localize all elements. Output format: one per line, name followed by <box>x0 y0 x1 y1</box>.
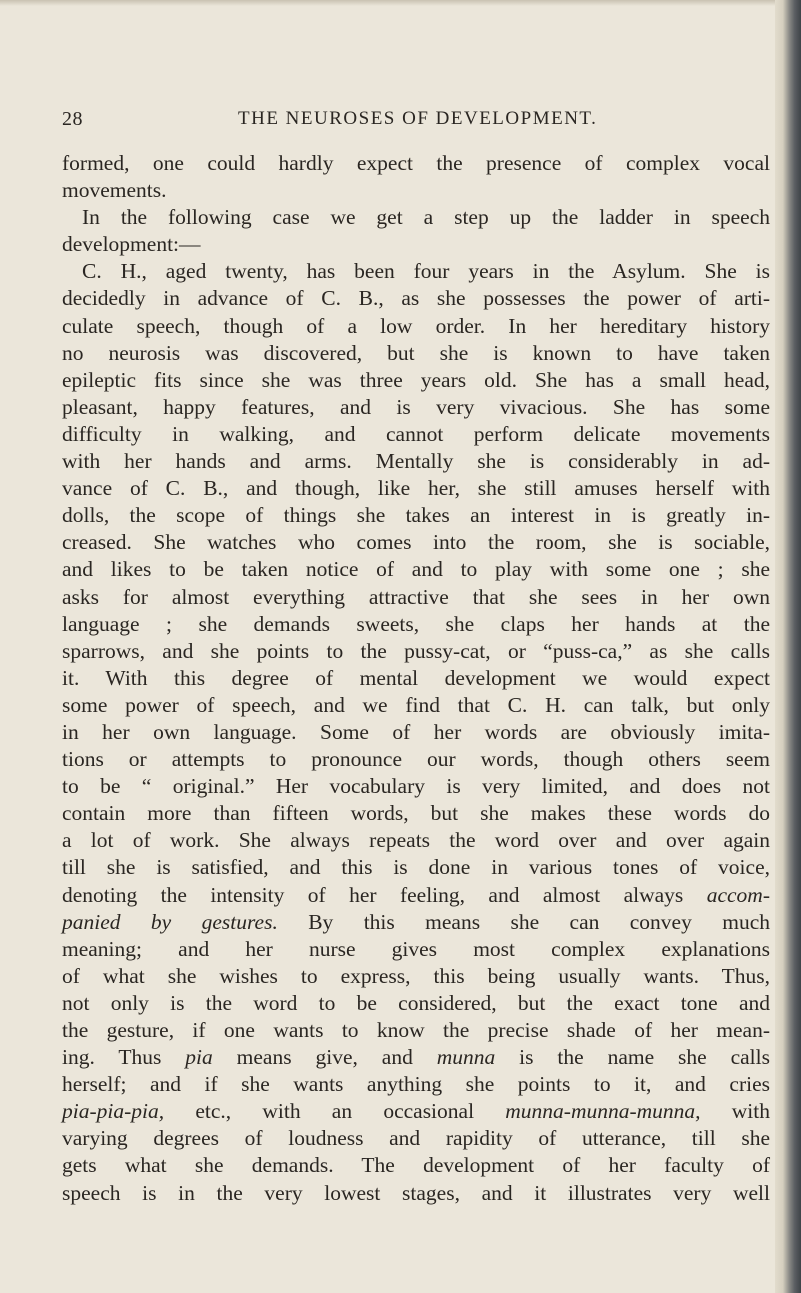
text-line: not only is the word to be considered, but the exact tone and <box>62 990 770 1015</box>
text-line: of what she wishes to express, this being usually wants. Thus, <box>62 963 770 988</box>
italic-segment: pia-pia-pia, <box>62 1099 165 1124</box>
text-line: herself; and if she wants anything she points to it, and cries <box>62 1072 770 1097</box>
text-segment: means give, and <box>212 1045 413 1070</box>
text-segment: is the name she calls <box>495 1045 770 1070</box>
text-line: language ; she demands sweets, she claps her hands at the <box>62 611 770 636</box>
page-header <box>0 108 801 138</box>
text-line-mixed <box>62 882 770 909</box>
italic-segment: munna-munna-munna, <box>505 1099 701 1124</box>
text-segment: with <box>700 1099 771 1124</box>
text-line: till she is satisfied, and this is done in various tones of voice, <box>62 855 770 880</box>
text-line: formed, one could hardly expect the presence of complex vocal <box>62 151 770 175</box>
text-line-mixed <box>62 909 770 936</box>
text-line: no neurosis was discovered, but she is known to have taken <box>62 340 770 365</box>
text-line: movements. <box>62 178 167 203</box>
text-line: decidedly in advance of C. B., as she possesses the power of arti- <box>62 286 770 311</box>
text-line: meaning; and her nurse gives most complex explanations <box>62 936 770 961</box>
text-line: C. H., aged twenty, has been four years in the Asylum. She is <box>82 259 770 284</box>
text-segment: denoting the intensity of her feeling, and almost always <box>62 882 684 907</box>
italic-segment: munna <box>436 1045 496 1070</box>
text-line: in her own language. Some of her words are obviously imita- <box>62 719 770 744</box>
text-line: gets what she demands. The development of her faculty of <box>62 1153 770 1178</box>
text-segment: ing. Thus <box>62 1045 162 1070</box>
italic-segment: panied by gestures. <box>62 909 278 934</box>
text-line: difficulty in walking, and cannot perform delicate movements <box>62 421 770 446</box>
text-line: sparrows, and she points to the pussy-cat, or “puss-ca,” as she calls <box>62 638 770 663</box>
text-line: varying degrees of loudness and rapidity of utterance, till she <box>62 1126 770 1151</box>
text-line: pleasant, happy features, and is very vivacious. She has some <box>62 394 770 419</box>
running-head: THE NEUROSES OF DEVELOPMENT. <box>238 108 598 129</box>
page-number: 28 <box>62 108 83 130</box>
text-segment: By this means she can convey much <box>277 909 770 934</box>
text-line: it. With this degree of mental development we would expect <box>62 665 770 690</box>
text-line: epileptic fits since she was three years old. She has a small head, <box>62 367 770 392</box>
text-line: and likes to be taken notice of and to play with some one ; she <box>62 557 770 582</box>
text-line: culate speech, though of a low order. In her hereditary history <box>62 313 770 338</box>
text-line: creased. She watches who comes into the room, she is sociable, <box>62 530 770 555</box>
text-line: contain more than fifteen words, but she makes these words do <box>62 801 770 826</box>
text-line: speech is in the very lowest stages, and it illustrates very well <box>62 1180 770 1205</box>
page-top-shadow <box>0 0 775 6</box>
text-line: tions or attempts to pronounce our words, though others seem <box>62 747 770 772</box>
text-line: with her hands and arms. Mentally she is considerably in ad- <box>62 449 770 474</box>
text-line: dolls, the scope of things she takes an interest in is greatly in- <box>62 503 770 528</box>
text-line: some power of speech, and we find that C. H. can talk, but only <box>62 692 770 717</box>
text-line: the gesture, if one wants to know the precise shade of her mean- <box>62 1018 770 1042</box>
text-line-mixed <box>62 1044 770 1071</box>
text-line: to be “ original.” Her vocabulary is very limited, and does not <box>62 774 770 799</box>
italic-segment: pia <box>185 1045 213 1070</box>
italic-segment: accom- <box>706 882 770 907</box>
text-line: vance of C. B., and though, like her, she still amuses herself with <box>62 476 770 501</box>
text-line: development:— <box>62 232 201 257</box>
text-line-mixed <box>62 1098 770 1125</box>
text-line: asks for almost everything attractive that she sees in her own <box>62 584 770 609</box>
text-segment: etc., with an occasional <box>164 1099 475 1124</box>
page-edge <box>775 0 801 1293</box>
text-line: a lot of work. She always repeats the word over and over again <box>62 828 770 853</box>
body-text <box>62 150 770 1207</box>
text-line: In the following case we get a step up the ladder in speech <box>82 205 770 230</box>
